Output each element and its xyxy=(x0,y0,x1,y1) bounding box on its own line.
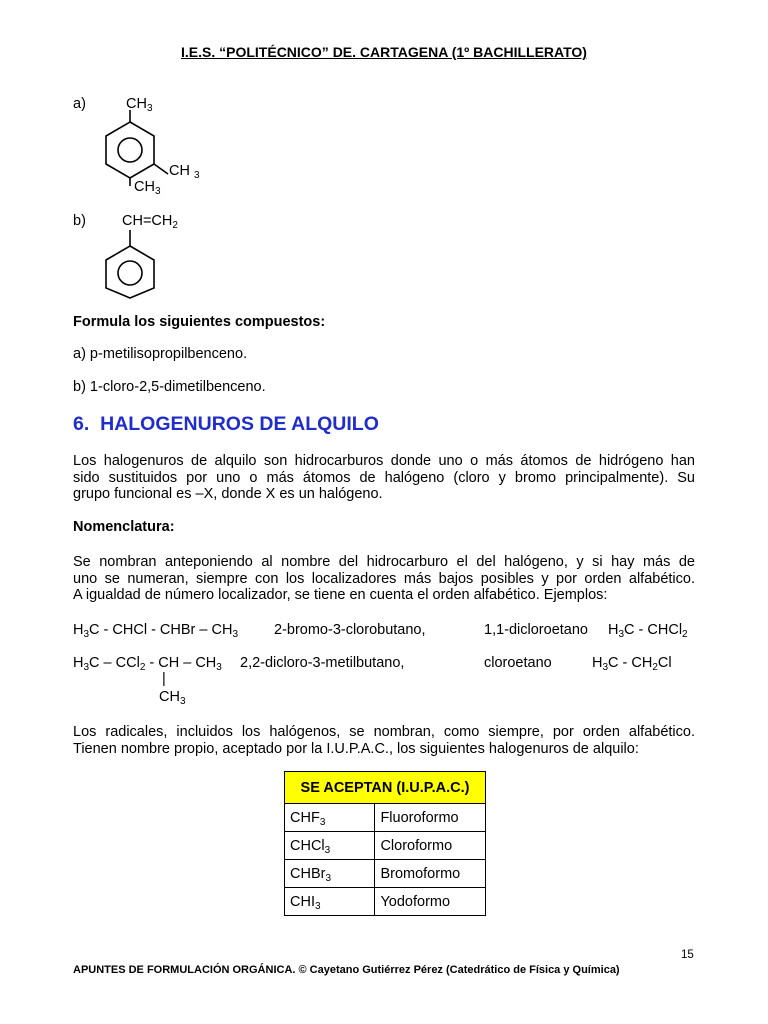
table-cell-name: Fluoroformo xyxy=(375,804,486,832)
radicals-line: Los radicales, incluidos los halógenos, se nombran, como siempre, por orden alfabético. xyxy=(73,724,695,740)
example-3-branch-bar: | xyxy=(162,671,166,687)
exercise-a-top-group: $CH_3$ xyxy=(126,96,153,114)
page-number: 15 xyxy=(681,949,694,961)
section-title-text: HALOGENUROS DE ALQUILO xyxy=(100,413,379,435)
table-header-row xyxy=(285,772,486,804)
table-header: SE ACEPTAN (I.U.P.A.C.) xyxy=(285,772,486,804)
table-cell-formula: CHCl$_3$ xyxy=(285,832,375,860)
table-cell-formula: $CHF_3$ xyxy=(285,804,375,832)
intro-paragraph xyxy=(73,453,695,503)
intro-line: Los halogenuros de alquilo son hidrocarburos donde uno o más átomos de hidrógeno han xyxy=(73,453,695,469)
page-header: I.E.S. “POLITÉCNICO” DE. CARTAGENA (1º BACHILLERATO) xyxy=(181,44,587,60)
intro-line: grupo funcional es –X, donde X es un halógeno. xyxy=(73,486,383,502)
exercise-a-right-group: CH $_3$ xyxy=(169,163,200,181)
radicals-line: Tienen nombre propio, aceptado por la I.U.P.A.C., los siguientes halogenuros de alquilo: xyxy=(73,740,639,757)
exercise-a-bottom-group: $CH_3$ xyxy=(134,179,161,197)
nomen-line: uno se numeran, siempre con los localizadores más bajos posibles y por orden alfabético. xyxy=(73,570,695,587)
section-title xyxy=(73,413,379,436)
compound-a: a) p-metilisopropilbenceno. xyxy=(73,346,248,362)
iupac-accepted-table xyxy=(284,771,486,916)
example-3-name: 2,2-dicloro-3-metilbutano, xyxy=(240,655,405,671)
intro-line: sido sustituidos por uno o más átomos de halógeno (cloro y bromo principalmente). Su xyxy=(73,469,695,486)
nomen-line: A igualdad de número localizador, se tiene en cuenta el orden alfabético. Ejemplos: xyxy=(73,587,608,603)
table-cell-name: Bromoformo xyxy=(375,860,486,888)
example-4-name: cloroetano xyxy=(484,655,552,671)
example-3-formula: $H_3C - CCl_2$ - CH – $CH_3$ xyxy=(73,655,222,673)
table-cell-formula: CHBr$_3$ xyxy=(285,860,375,888)
table-cell-name: Cloroformo xyxy=(375,832,486,860)
example-1-formula: $H_3C$ - CHCl - CHBr – $CH_3$ xyxy=(73,622,238,640)
exercise-b-top-group: $CH=CH_2$ xyxy=(122,213,178,231)
example-4-formula: $H_3C - CH_2Cl$ xyxy=(592,655,672,673)
table-row xyxy=(285,888,486,916)
nomenclatura-heading: Nomenclatura: xyxy=(73,519,175,535)
table-cell-formula: $CHI_3$ xyxy=(285,888,375,916)
formula-heading: Formula los siguientes compuestos: xyxy=(73,314,326,330)
table-row xyxy=(285,804,486,832)
table-row xyxy=(285,860,486,888)
section-number: 6. xyxy=(73,413,90,435)
benzene-ring-a xyxy=(100,108,180,188)
table-cell-name: Yodoformo xyxy=(375,888,486,916)
nomen-line: Se nombran anteponiendo al nombre del hidrocarburo el del halógeno, y si hay más de xyxy=(73,554,695,570)
example-1-name: 2-bromo-3-clorobutano, xyxy=(274,622,426,638)
exercise-b-label: b) xyxy=(73,213,86,229)
radicals-paragraph xyxy=(73,724,695,757)
nomenclatura-paragraph xyxy=(73,554,695,604)
table-row xyxy=(285,832,486,860)
example-2-name: 1,1-dicloroetano xyxy=(484,622,588,638)
example-2-formula: $H_3C$ - CHCl$_2$ xyxy=(608,622,688,640)
benzene-ring-b xyxy=(100,226,166,300)
exercise-a-label: a) xyxy=(73,96,86,112)
compound-b: b) 1-cloro-2,5-dimetilbenceno. xyxy=(73,379,266,395)
example-3-branch: $CH_3$ xyxy=(159,689,186,707)
page-footer: APUNTES DE FORMULACIÓN ORGÁNICA. © Cayetano Gutiérrez Pérez (Catedrático de Física y Química) xyxy=(73,964,620,976)
